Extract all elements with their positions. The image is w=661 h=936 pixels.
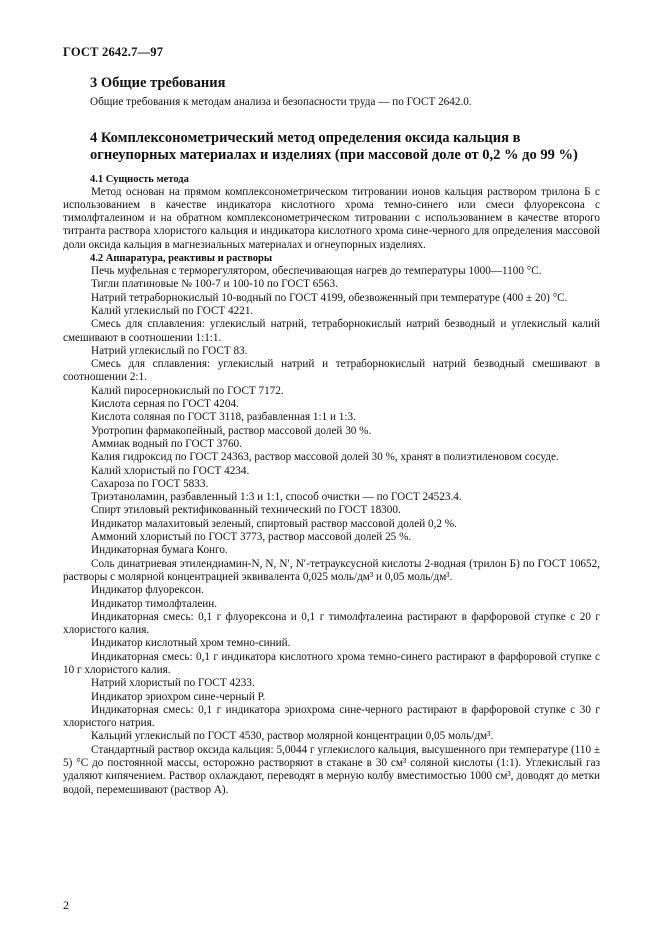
reagent-item: Индикаторная бумага Конго.	[91, 544, 228, 557]
section-3-text: Общие требования к методам анализа и безопасности труда — по ГОСТ 2642.0.	[90, 96, 472, 108]
page-number: 2	[63, 898, 69, 912]
reagent-item: Индикаторная смесь: 0,1 г индикатора кислотного хрома темно-синего растирают в фарфоровой ступке с 10 г хлористого калия.	[63, 650, 600, 676]
reagent-item: Аммиак водный по ГОСТ 3760.	[91, 437, 242, 450]
reagent-item: Калий хлористый по ГОСТ 4234.	[91, 464, 250, 477]
reagent-item: Смесь для сплавления: углекислый натрий, тетраборнокислый натрий безводный и углекислый калий смешивают в соотношении 1:1:1.	[63, 318, 600, 344]
reagent-item: Аммоний хлористый по ГОСТ 3773, раствор массовой долей 25 %.	[91, 531, 412, 544]
reagent-item: Индикатор тимолфталеин.	[91, 597, 218, 610]
reagent-item: Индикатор кислотный хром темно-синий.	[91, 637, 291, 650]
reagent-item: Индикаторная смесь: 0,1 г индикатора эриохрома сине-черного растирают в фарфоровой ступке с 30 г хлористого натрия.	[63, 703, 600, 730]
reagent-item: Калия гидроксид по ГОСТ 24363, раствор массовой долей 30 %, хранят в полиэтиленовом сосуде.	[91, 451, 559, 464]
reagent-item: Кислота соляная по ГОСТ 3118, разбавленная 1:1 и 1:3.	[91, 411, 356, 424]
reagent-item: Индикаторная смесь: 0,1 г флуорексона и 0,1 г тимолфталеина растирают в фарфоровой ступке с 20 г хлористого калия.	[63, 610, 600, 637]
reagent-item: Соль динатриевая этилендиамин-N, N, N′, N′-тетрауксусной кислоты 2-водная (трилон Б) по ГОСТ 10652, растворы с молярной концентрацией эквивалента 0,025 моль/дм³ и 0,05 моль/дм³.	[63, 557, 600, 583]
reagent-item: Индикатор эриохром сине-черный Р.	[91, 690, 266, 703]
reagent-item: Смесь для сплавления: углекислый натрий и тетраборнокислый натрий безводный смешивают в соотношении 2:1.	[63, 358, 600, 384]
reagent-item: Стандартный раствор оксида кальция: 5,0044 г углекислого кальция, высушенного при температуре (110 ± 5) °С до постоянной массы, осторожно растворяют в стакане в 30 см³ соляной кислоты (1:1). Углекислый газ удаляют кипячением. Раствор охлаждают, переводят в мерную колбу вместимостью 1000 см³, доводят до метки водой, перемешивают (раствор А).	[63, 743, 600, 796]
reagent-item: Уротропин фармакопейный, раствор массовой долей 30 %.	[91, 424, 372, 437]
subsection-4-2-title: 4.2 Аппаратура, реактивы и растворы	[90, 253, 273, 265]
reagent-item: Печь муфельная с терморегулятором, обеспечивающая нагрев до температуры 1000—1100 °С.	[91, 265, 542, 278]
reagent-item: Кальций углекислый по ГОСТ 4530, раствор молярной концентрации 0,05 моль/дм³.	[91, 730, 494, 743]
subsection-4-1-text: Метод основан на прямом комплексонометрическом титровании ионов кальция раствором трилона Б с использованием в качестве индикатора кислотного хрома темно-синего или смеси флуорексона с тимолфталеином и на обратном комплексонометрическом титровании с использованием в качестве второго титранта раствора хлористого кальция и индикатора кислотного хрома сине-черного для определения массовой доли оксида кальция в магнезиальных материалах и огнеупорных изделиях.	[63, 185, 600, 251]
reagent-item: Натрий углекислый по ГОСТ 83.	[91, 344, 248, 357]
reagent-item: Индикатор малахитовый зеленый, спиртовый раствор массовой долей 0,2 %.	[91, 517, 457, 530]
reagent-item: Триэтаноламин, разбавленный 1:3 и 1:1, способ очистки — по ГОСТ 24523.4.	[91, 491, 462, 504]
reagent-item: Натрий тетраборнокислый 10-водный по ГОСТ 4199, обезвоженный при температуре (400 ± 20) °С.	[91, 291, 568, 304]
reagent-item: Спирт этиловый ректификованный технический по ГОСТ 18300.	[91, 504, 401, 517]
section-3-title: 3 Общие требования	[90, 75, 226, 91]
reagents-list	[63, 265, 600, 797]
reagent-item: Калий углекислый по ГОСТ 4221.	[91, 304, 254, 317]
section-4-title: 4 Комплексонометрический метод определения оксида кальция в огнеупорных материалах и изделиях (при массовой доле от 0,2 % до 99 %)	[90, 129, 578, 164]
reagent-item: Натрий хлористый по ГОСТ 4233.	[91, 677, 255, 690]
document-code-header: ГОСТ 2642.7—97	[63, 45, 164, 59]
reagent-item: Индикатор флуорексон.	[91, 584, 204, 597]
reagent-item: Тигли платиновые № 100-7 и 100-10 по ГОСТ 6563.	[91, 278, 338, 291]
reagent-item: Кислота серная по ГОСТ 4204.	[91, 398, 239, 411]
reagent-item: Сахароза по ГОСТ 5833.	[91, 477, 209, 490]
subsection-4-1-title: 4.1 Сущность метода	[90, 173, 189, 185]
document-body	[63, 74, 600, 797]
reagent-item: Калий пиросернокислый по ГОСТ 7172.	[91, 384, 284, 397]
